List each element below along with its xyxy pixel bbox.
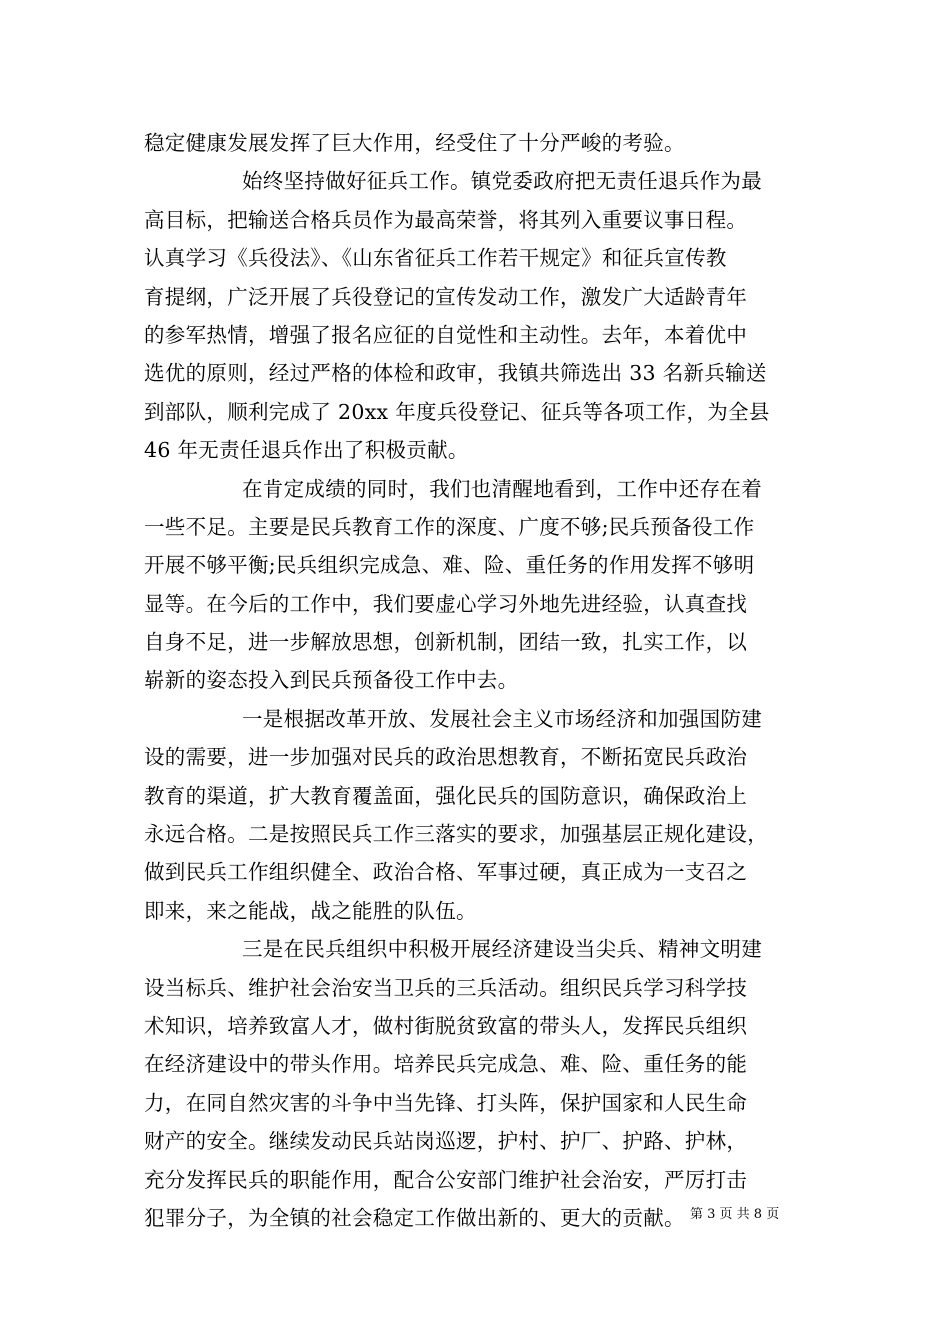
paragraph-first-line: 在肯定成绩的同时，我们也清醒地看到，工作中还存在着 <box>242 476 762 501</box>
text-line: 的参军热情，增强了报名应征的自觉性和主动性。去年，本着优中 <box>144 322 748 347</box>
text-line: 设的需要，进一步加强对民兵的政治思想教育，不断拓宽民兵政治 <box>144 745 748 770</box>
body-text <box>144 124 824 1237</box>
text-line: 术知识，培养致富人才，做村街脱贫致富的带头人，发挥民兵组织 <box>144 1013 748 1038</box>
text-line: 稳定健康发展发挥了巨大作用，经受住了十分严峻的考验。 <box>144 131 685 155</box>
text-line: 46 年无责任退兵作出了积极贡献。 <box>144 438 469 463</box>
text-line: 选优的原则，经过严格的体检和政审，我镇共筛选出 33 名新兵输送 <box>144 361 767 386</box>
text-line: 育提纲，广泛开展了兵役登记的宣传发动工作，激发广大适龄青年 <box>144 284 748 309</box>
text-line: 力，在同自然灾害的斗争中当先锋、打头阵，保护国家和人民生命 <box>144 1090 748 1115</box>
text-line: 自身不足，进一步解放思想，创新机制，团结一致，扎实工作，以 <box>144 630 748 655</box>
text-line: 永远合格。二是按照民兵工作三落实的要求，加强基层正规化建设， <box>144 822 768 847</box>
text-line: 充分发挥民兵的职能作用，配合公安部门维护社会治安，严厉打击 <box>144 1167 748 1192</box>
text-line: 财产的安全。继续发动民兵站岗巡逻，护村、护厂、护路、护林， <box>144 1129 748 1154</box>
text-line: 在经济建设中的带头作用。培养民兵完成急、难、险、重任务的能 <box>144 1052 748 1077</box>
text-line: 一些不足。主要是民兵教育工作的深度、广度不够;民兵预备役工作 <box>144 514 755 539</box>
text-line: 崭新的姿态投入到民兵预备役工作中去。 <box>144 668 519 693</box>
text-line: 到部队，顺利完成了 20xx 年度兵役登记、征兵等各项工作，为全县 <box>144 399 770 424</box>
page-number-footer: 第 3 页 共 8 页 <box>690 1207 780 1222</box>
text-line: 认真学习《兵役法》、《山东省征兵工作若干规定》和征兵宣传教 <box>144 246 727 271</box>
paragraph-first-line: 三是在民兵组织中积极开展经济建设当尖兵、精神文明建 <box>242 937 762 962</box>
text-line: 教育的渠道，扩大教育覆盖面，强化民兵的国防意识，确保政治上 <box>144 783 748 808</box>
text-line: 开展不够平衡;民兵组织完成急、难、险、重任务的作用发挥不够明 <box>144 553 755 578</box>
text-line: 做到民兵工作组织健全、政治合格、军事过硬，真正成为一支召之 <box>144 860 748 885</box>
text-line: 显等。在今后的工作中，我们要虚心学习外地先进经验，认真查找 <box>144 591 748 616</box>
text-line: 设当标兵、维护社会治安当卫兵的三兵活动。组织民兵学习科学技 <box>144 975 748 1000</box>
text-line: 即来，来之能战，战之能胜的队伍。 <box>144 898 477 923</box>
text-line: 犯罪分子，为全镇的社会稳定工作做出新的、更大的贡献。 <box>144 1205 685 1230</box>
text-line: 高目标，把输送合格兵员作为最高荣誉，将其列入重要议事日程。 <box>144 207 748 232</box>
paragraph-first-line: 一是根据改革开放、发展社会主义市场经济和加强国防建 <box>242 706 762 731</box>
paragraph-first-line: 始终坚持做好征兵工作。镇党委政府把无责任退兵作为最 <box>242 169 762 194</box>
